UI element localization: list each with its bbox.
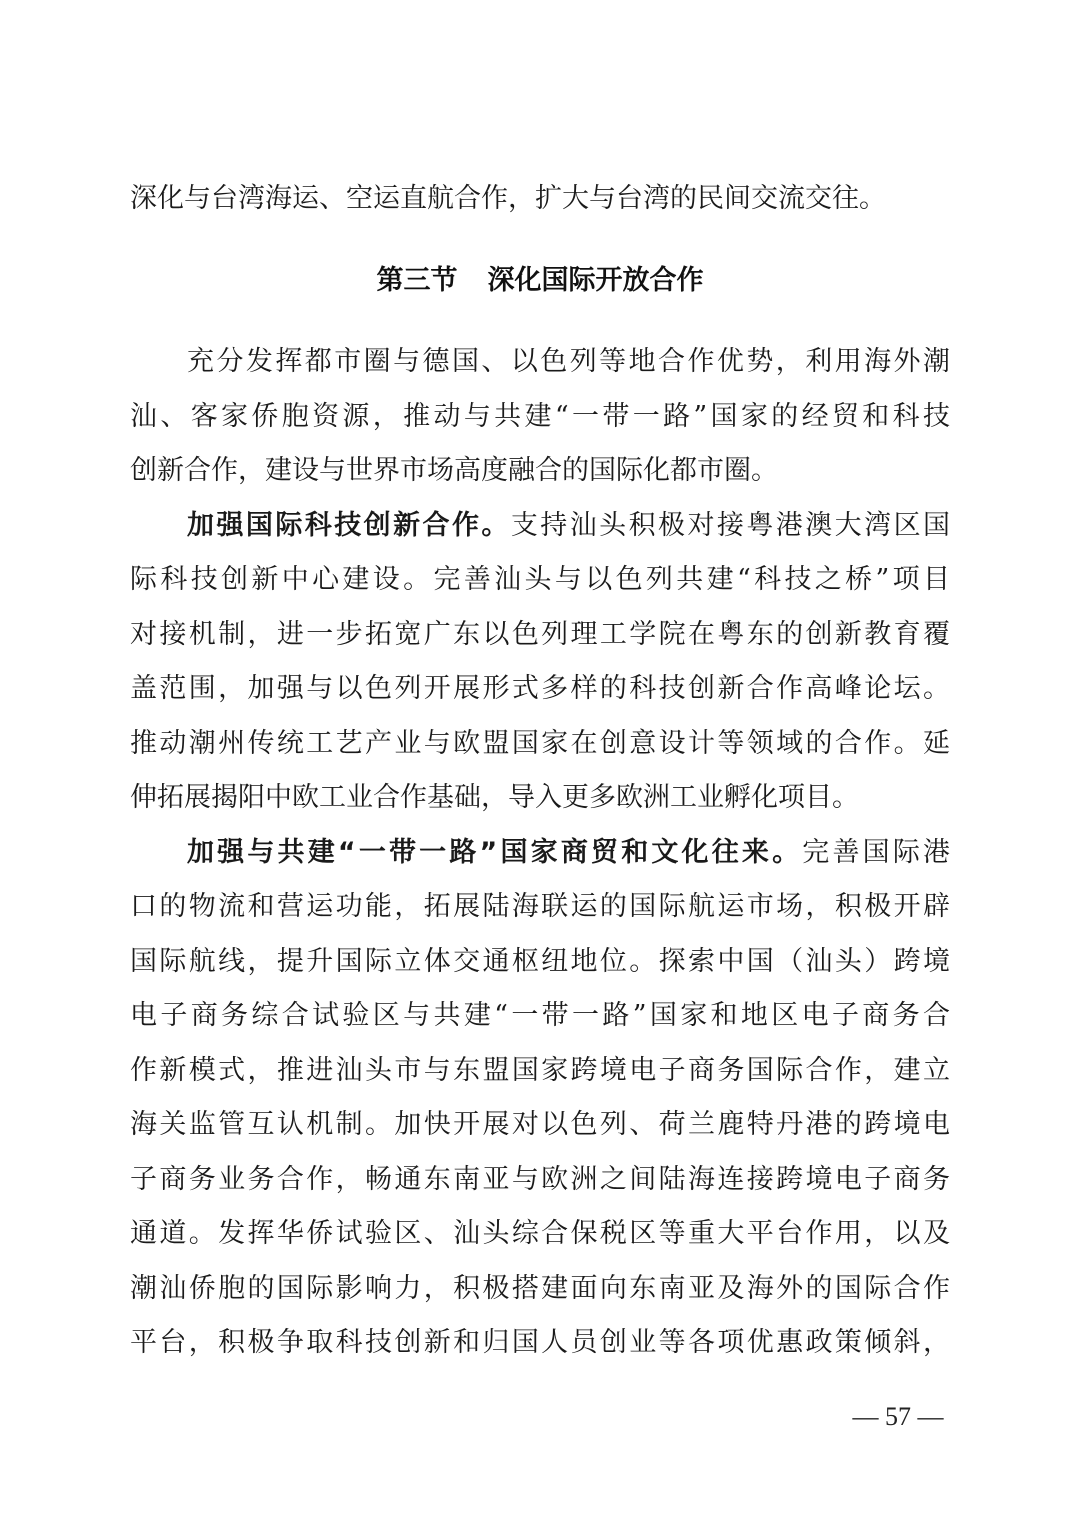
document-page	[130, 172, 950, 1371]
paragraph-line: 加强国际科技创新合作。支持汕头积极对接粤港澳大湾区国	[187, 509, 951, 541]
paragraph-line: 充分发挥都市圈与德国、以色列等地合作优势，利用海外潮	[187, 346, 950, 377]
paragraph-line: 盖范围，加强与以色列开展形式多样的科技创新合作高峰论坛。	[130, 673, 950, 704]
continuation-line: 深化与台湾海运、空运直航合作，扩大与台湾的民间交流交往。	[130, 183, 886, 214]
section-title: 深化国际开放合作	[487, 264, 704, 296]
paragraph-lead: 加强国际科技创新合作。	[187, 509, 511, 541]
paragraph-line: 作新模式，推进汕头市与东盟国家跨境电子商务国际合作，建立	[130, 1054, 950, 1086]
paragraph-line: 通道。发挥华侨试验区、汕头综合保税区等重大平台作用，以及	[130, 1218, 950, 1249]
section-heading	[130, 254, 950, 309]
paragraph-line: 潮汕侨胞的国际影响力，积极搭建面向东南亚及海外的国际合作	[130, 1272, 950, 1304]
page-number: — 57 —	[852, 1402, 944, 1431]
paragraph-line: 汕、客家侨胞资源，推动与共建“一带一路”国家的经贸和科技	[130, 400, 950, 432]
section-number: 第三节	[376, 264, 458, 296]
paragraph-line: 国际航线，提升国际立体交通枢纽地位。探索中国（汕头）跨境	[130, 945, 950, 977]
paragraph-line: 加强与共建“一带一路”国家商贸和文化往来。完善国际港	[187, 836, 951, 868]
paragraph-belt-road-trade	[130, 826, 950, 1371]
paragraph-line: 平台，积极争取科技创新和归国人员创业等各项优惠政策倾斜，	[130, 1327, 950, 1358]
paragraph-line: 子商务业务合作，畅通东南亚与欧洲之间陆海连接跨境电子商务	[130, 1163, 950, 1195]
paragraph-lead: 加强与共建“一带一路”国家商贸和文化往来。	[187, 836, 803, 868]
paragraph-line: 伸拓展揭阳中欧工业合作基础，导入更多欧洲工业孵化项目。	[130, 782, 859, 813]
paragraph-tech-cooperation	[130, 499, 950, 826]
paragraph-line: 海关监管互认机制。加快开展对以色列、荷兰鹿特丹港的跨境电	[130, 1109, 950, 1140]
paragraph-line: 对接机制，进一步拓宽广东以色列理工学院在粤东的创新教育覆	[130, 618, 950, 650]
paragraph-line: 口的物流和营运功能，拓展陆海联运的国际航运市场，积极开辟	[130, 891, 950, 922]
paragraph-line: 电子商务综合试验区与共建“一带一路”国家和地区电子商务合	[130, 1000, 950, 1031]
paragraph-line: 推动潮州传统工艺产业与欧盟国家在创意设计等领域的合作。延	[130, 727, 950, 759]
paragraph-intro	[130, 335, 950, 499]
paragraph-line: 创新合作，建设与世界市场高度融合的国际化都市圈。	[130, 455, 778, 486]
paragraph-line: 际科技创新中心建设。完善汕头与以色列共建“科技之桥”项目	[130, 564, 950, 595]
